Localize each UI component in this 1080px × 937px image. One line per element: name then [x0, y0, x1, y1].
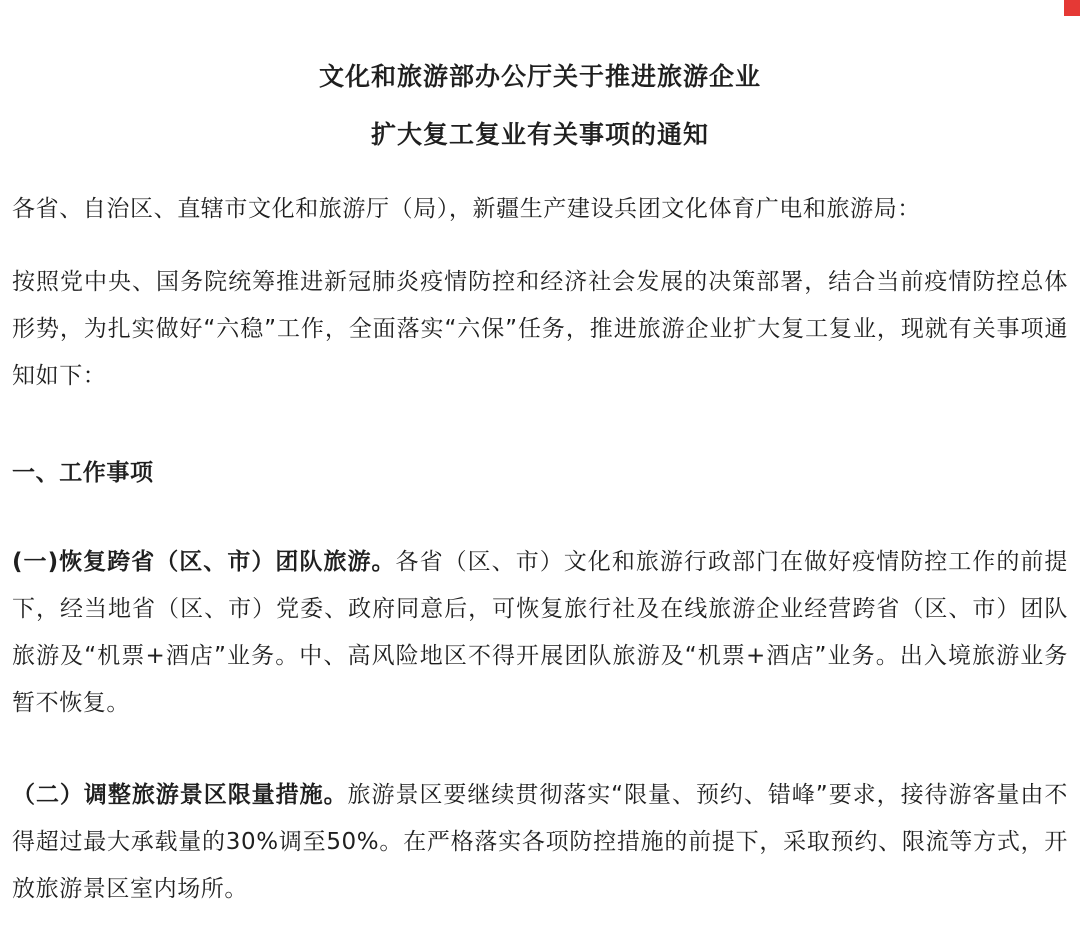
intro-paragraph: 按照党中央、国务院统筹推进新冠肺炎疫情防控和经济社会发展的决策部署，结合当前疫情防控总体形势，为扎实做好“六稳”工作，全面落实“六保”任务，推进旅游企业扩大复工复业，现就有关事项通知如下： — [12, 269, 1068, 389]
document-title-line-2: 扩大复工复业有关事项的通知 — [370, 120, 709, 149]
item-2-heading: （二）调整旅游景区限量措施。 — [12, 782, 348, 808]
notice-document — [12, 0, 1068, 913]
item-2-paragraph — [12, 772, 1068, 913]
document-title-line-1: 文化和旅游部办公厅关于推进旅游企业 — [318, 62, 761, 91]
section-heading: 一、工作事项 — [12, 460, 154, 486]
item-1-paragraph — [12, 539, 1068, 727]
salutation-paragraph: 各省、自治区、直辖市文化和旅游厅（局），新疆生产建设兵团文化体育广电和旅游局： — [12, 196, 921, 222]
item-1-body: 各省（区、市）文化和旅游行政部门在做好疫情防控工作的前提下，经当地省（区、市）党委、政府同意后，可恢复旅行社及在线旅游企业经营跨省（区、市）团队旅游及“机票+酒店”业务。中、高风险地区不得开展团队旅游及“机票+酒店”业务。出入境旅游业务暂不恢复。 — [12, 549, 1068, 716]
item-1-heading: (一)恢复跨省（区、市）团队旅游。 — [12, 549, 396, 575]
item-2-body: 旅游景区要继续贯彻落实“限量、预约、错峰”要求，接待游客量由不得超过最大承载量的30%调至50%。在严格落实各项防控措施的前提下，采取预约、限流等方式，开放旅游景区室内场所。 — [12, 782, 1068, 902]
